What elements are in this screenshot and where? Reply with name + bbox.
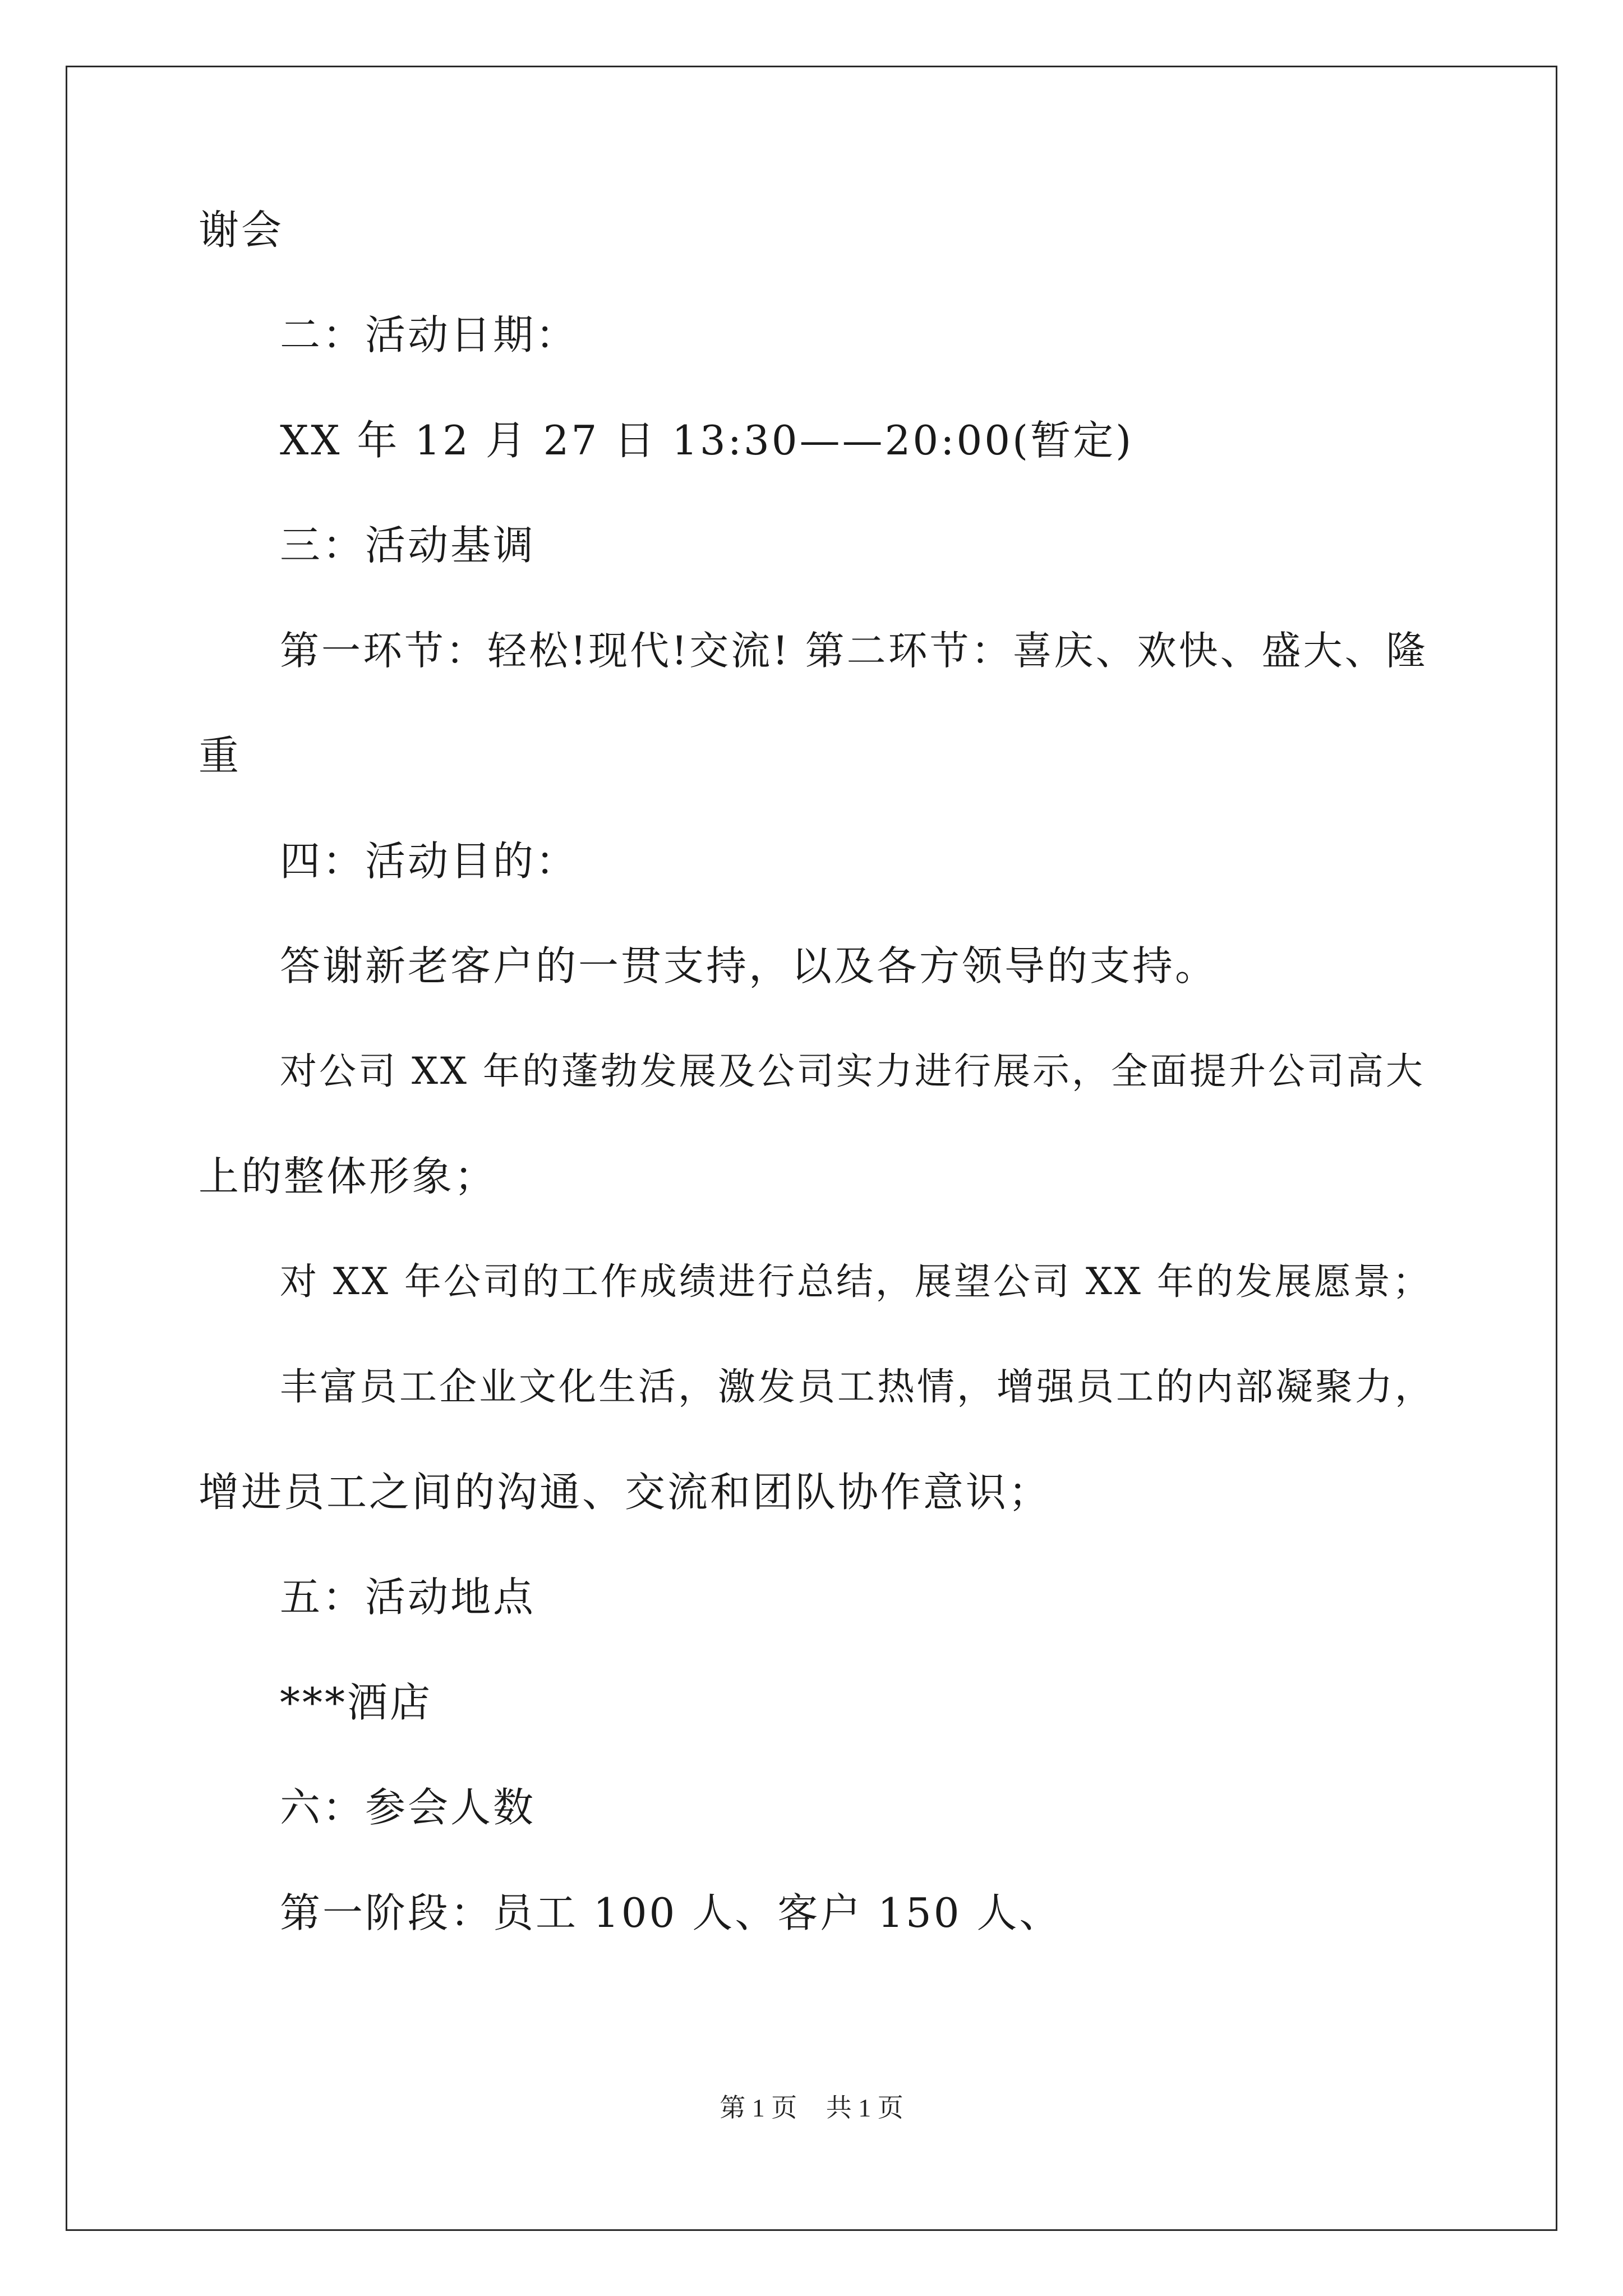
text-line: 重 bbox=[199, 732, 242, 779]
section-heading: 六：参会人数 bbox=[280, 1784, 536, 1831]
text-line: 增进员工之间的沟通、交流和团队协作意识； bbox=[199, 1469, 1052, 1516]
text-line: 答谢新老客户的一贯支持，以及各方领导的支持。 bbox=[280, 942, 1218, 990]
text-line: 上的整体形象； bbox=[199, 1153, 497, 1200]
section-heading: 四：活动目的： bbox=[280, 838, 579, 885]
text-line: XX 年 12 月 27 日 13:30——20:00(暂定) bbox=[280, 417, 1134, 464]
section-heading: 三：活动基调 bbox=[280, 522, 536, 569]
text-line: 对 XX 年公司的工作成绩进行总结，展望公司 XX 年的发展愿景； bbox=[280, 1260, 1432, 1303]
section-heading: 二：活动日期： bbox=[280, 311, 579, 358]
page-number: 第 1 页 bbox=[720, 2093, 797, 2122]
text-line: 第一环节：轻松!现代!交流! 第二环节：喜庆、欢快、盛大、隆 bbox=[280, 628, 1428, 674]
page-total: 共 1 页 bbox=[826, 2093, 903, 2122]
page-footer bbox=[0, 2091, 1623, 2125]
text-line: 对公司 XX 年的蓬勃发展及公司实力进行展示，全面提升公司高大 bbox=[280, 1050, 1425, 1093]
text-line: 第一阶段：员工 100 人、客户 150 人、 bbox=[280, 1889, 1062, 1936]
text-line: 谢会 bbox=[199, 206, 284, 254]
text-line: ***酒店 bbox=[280, 1679, 433, 1726]
section-heading: 五：活动地点 bbox=[280, 1573, 536, 1621]
text-line: 丰富员工企业文化生活，激发员工热情，增强员工的内部凝聚力， bbox=[280, 1365, 1435, 1409]
